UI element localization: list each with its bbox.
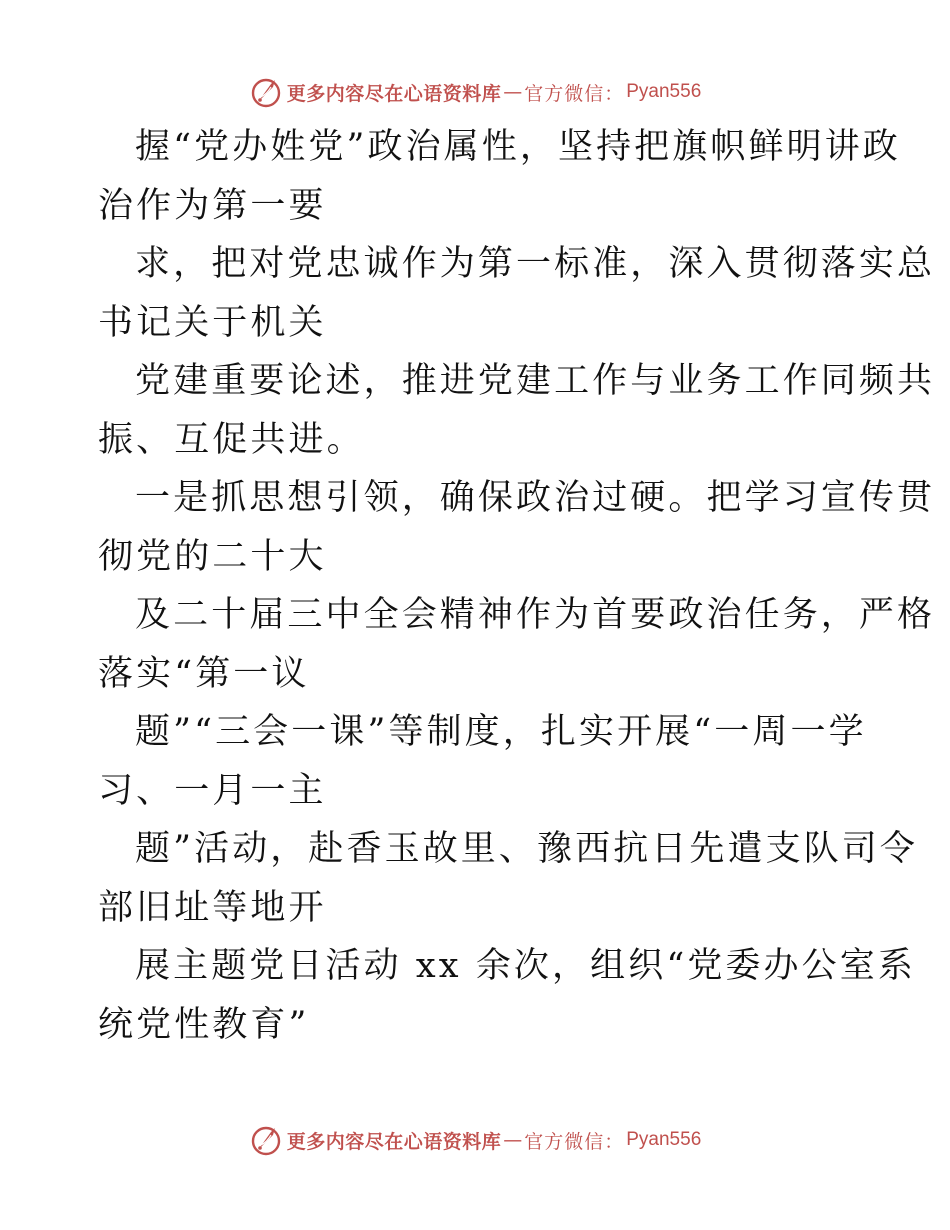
body-line: 题”活动，赴香玉故里、豫西抗日先遣支队司令	[135, 829, 918, 869]
quill-pen-icon	[249, 75, 283, 109]
body-line: 部旧址等地开	[98, 887, 327, 928]
body-line: 振、互促共进。	[98, 419, 365, 460]
banner-wechat-label: 官方微信：	[524, 82, 625, 105]
banner-brand-text: 更多内容尽在心语资料库	[286, 82, 502, 105]
body-line: 及二十届三中全会精神作为首要政治任务，严格	[135, 595, 936, 635]
footer-banner	[0, 1120, 950, 1160]
body-line: 落实“第一议	[98, 653, 310, 694]
body-line: 求，把对党忠诚作为第一标准，深入贯彻落实总	[135, 244, 936, 284]
body-line: 彻党的二十大	[98, 536, 327, 577]
body-line: 治作为第一要	[98, 185, 327, 226]
body-line: 题”“三会一课”等制度，扎实开展“一周一学	[135, 712, 867, 752]
banner-wechat-label: 官方微信：	[524, 1130, 625, 1153]
banner-separator: —	[503, 81, 523, 103]
body-line: 书记关于机关	[98, 302, 327, 343]
document-body	[98, 118, 936, 1054]
banner-wechat-id: Pyan556	[626, 81, 702, 102]
body-line: 统党性教育”	[98, 1004, 310, 1045]
body-line: 一是抓思想引领，确保政治过硬。把学习宣传贯	[135, 478, 936, 518]
body-line: 握“党办姓党”政治属性，坚持把旗帜鲜明讲政	[135, 127, 901, 167]
quill-pen-icon	[249, 1123, 283, 1157]
banner-brand-text: 更多内容尽在心语资料库	[286, 1130, 502, 1153]
header-banner	[0, 72, 950, 112]
banner-wechat-id: Pyan556	[626, 1129, 702, 1150]
body-line: 习、一月一主	[98, 770, 327, 811]
body-line: 展主题党日活动 xx 余次，组织“党委办公室系	[135, 946, 916, 986]
body-line: 党建重要论述，推进党建工作与业务工作同频共	[135, 361, 936, 401]
banner-separator: —	[503, 1129, 523, 1151]
